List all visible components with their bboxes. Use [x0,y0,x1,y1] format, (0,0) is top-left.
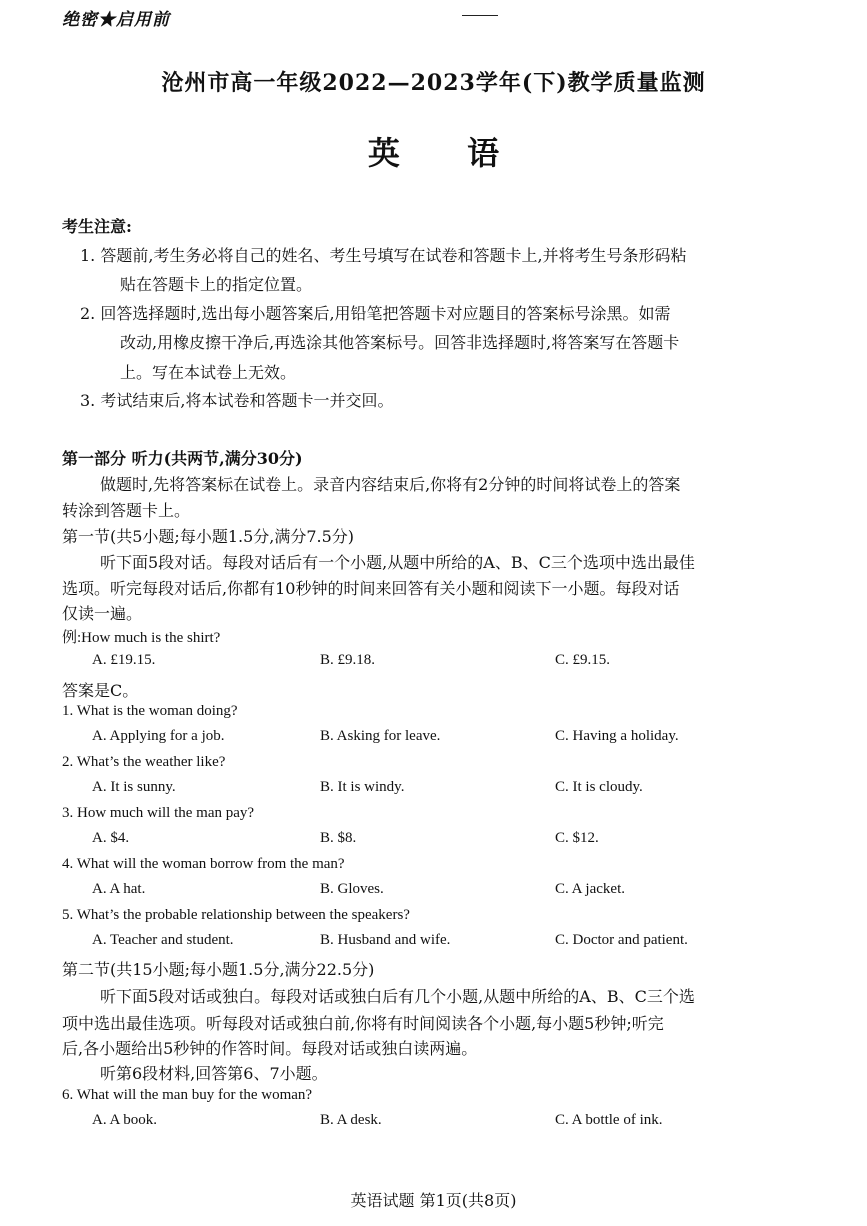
question-3-option-b: B. $8. [320,830,357,846]
question-6-option-a: A. A book. [92,1112,158,1128]
page-footer: 英语试题 第1页(共8页) [350,1191,517,1210]
question-3-option-a: A. $4. [92,830,130,846]
example-question: 例:How much is the shirt? [62,630,221,646]
confidential-mark: 绝密★启用前 [62,10,170,30]
part1-intro-line-2: 转涂到答题卡上。 [62,501,191,520]
example-option-a: A. £19.15. [92,652,156,668]
question-5-option-a: A. Teacher and student. [92,932,234,948]
question-5-option-c: C. Doctor and patient. [555,932,688,948]
part1-intro-line-1: 做题时,先将答案标在试卷上。录音内容结束后,你将有2分钟的时间将试卷上的答案 [100,475,681,494]
question-4-option-c: C. A jacket. [555,881,625,897]
notice-title: 考生注意: [62,217,132,236]
question-5: 5. What’s the probable relationship between the speakers? [62,907,410,923]
section2-intro-line-1: 听下面5段对话或独白。每段对话或独白后有几个小题,从题中所给的A、B、C三个选 [100,987,695,1006]
question-6: 6. What will the man buy for the woman? [62,1087,313,1103]
example-option-b: B. £9.18. [320,652,376,668]
section1-intro-line-2: 选项。听完每段对话后,你都有10秒钟的时间来回答有关小题和阅读下一小题。每段对话 [62,579,680,598]
section2-material: 听第6段材料,回答第6、7小题。 [100,1064,328,1083]
notice-item-3-line-1: 3. 考试结束后,将本试卷和答题卡一并交回。 [80,391,394,410]
question-3: 3. How much will the man pay? [62,805,255,821]
section1-intro-line-3: 仅读一遍。 [62,604,143,623]
notice-item-1-line-1: 1. 答题前,考生务必将自己的姓名、考生号填写在试卷和答题卡上,并将考生号条形码粘 [80,246,687,265]
question-6-option-b: B. A desk. [320,1112,382,1128]
section2-intro-line-2: 项中选出最佳选项。听每段对话或独白前,你将有时间阅读各个小题,每小题5秒钟;听完 [62,1014,664,1033]
question-4-option-b: B. Gloves. [320,881,384,897]
subject-title: 英 语 [367,134,528,172]
notice-item-2-line-1: 2. 回答选择题时,选出每小题答案后,用铅笔把答题卡对应题目的答案标号涂黑。如需 [80,304,671,323]
question-2-option-b: B. It is windy. [320,779,405,795]
section2-intro-line-3: 后,各小题给出5秒钟的作答时间。每段对话或独白读两遍。 [62,1039,478,1058]
example-answer: 答案是C。 [62,681,139,700]
notice-item-2-line-3: 上。写在本试卷上无效。 [120,363,297,382]
example-option-c: C. £9.15. [555,652,611,668]
part1-heading: 第一部分 听力(共两节,满分30分) [62,449,303,468]
section1-intro-line-1: 听下面5段对话。每段对话后有一个小题,从题中所给的A、B、C三个选项中选出最佳 [100,553,695,572]
question-2: 2. What’s the weather like? [62,754,226,770]
question-3-option-c: C. $12. [555,830,599,846]
question-5-option-b: B. Husband and wife. [320,932,451,948]
question-1-option-b: B. Asking for leave. [320,728,441,744]
question-2-option-a: A. It is sunny. [92,779,176,795]
section1-heading: 第一节(共5小题;每小题1.5分,满分7.5分) [62,527,355,546]
question-1-option-c: C. Having a holiday. [555,728,679,744]
notice-item-2-line-2: 改动,用橡皮擦干净后,再选涂其他答案标号。回答非选择题时,将答案写在答题卡 [120,333,680,352]
question-2-option-c: C. It is cloudy. [555,779,643,795]
section2-heading: 第二节(共15小题;每小题1.5分,满分22.5分) [62,960,375,979]
notice-item-1-line-2: 贴在答题卡上的指定位置。 [120,275,313,294]
question-1: 1. What is the woman doing? [62,703,238,719]
top-rule [462,15,498,16]
question-4: 4. What will the woman borrow from the man? [62,856,345,872]
exam-title: 沧州市高一年级2022—2023学年(下)教学质量监测 [161,70,706,96]
question-1-option-a: A. Applying for a job. [92,728,225,744]
question-4-option-a: A. A hat. [92,881,146,897]
question-6-option-c: C. A bottle of ink. [555,1112,663,1128]
